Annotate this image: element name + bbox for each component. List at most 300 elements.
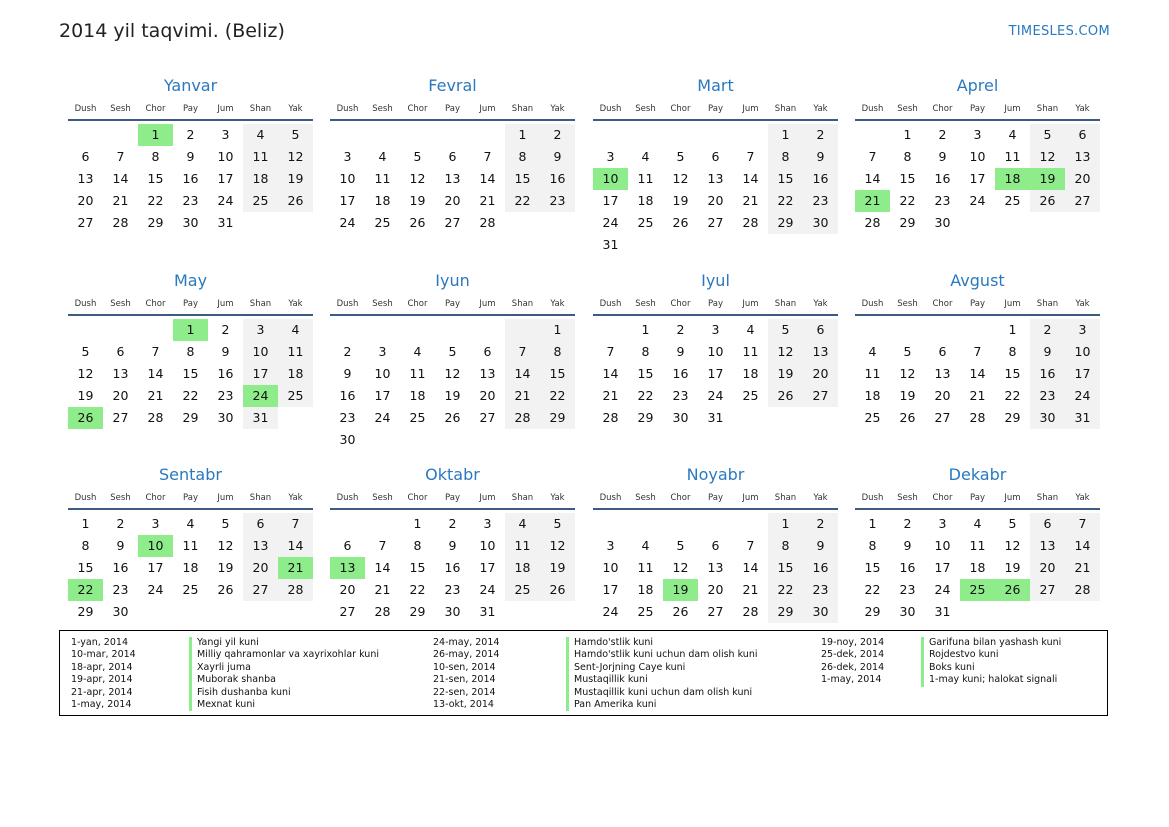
day-cell[interactable]: 22 [1004, 388, 1021, 403]
day-cell[interactable]: 17 [243, 363, 278, 385]
day-cell[interactable]: 5 [768, 319, 803, 341]
holiday-day-cell[interactable]: 22 [68, 579, 103, 601]
day-cell[interactable]: 9 [186, 149, 195, 164]
day-cell[interactable]: 30 [672, 410, 689, 425]
day-cell[interactable]: 12 [540, 535, 575, 557]
day-cell[interactable]: 4 [505, 513, 540, 535]
day-cell[interactable]: 30 [803, 601, 838, 623]
day-cell[interactable]: 19 [409, 193, 426, 208]
day-cell[interactable]: 24 [339, 215, 356, 230]
day-cell[interactable]: 12 [768, 341, 803, 363]
day-cell[interactable]: 23 [182, 193, 199, 208]
day-cell[interactable]: 21 [1065, 557, 1100, 579]
day-cell[interactable]: 28 [505, 407, 540, 429]
day-cell[interactable]: 24 [479, 582, 496, 597]
day-cell[interactable]: 9 [938, 149, 947, 164]
day-cell[interactable]: 23 [112, 582, 129, 597]
day-cell[interactable]: 10 [374, 366, 391, 381]
day-cell[interactable]: 3 [711, 322, 720, 337]
day-cell[interactable]: 20 [707, 582, 724, 597]
day-cell[interactable]: 4 [746, 322, 755, 337]
day-cell[interactable]: 15 [77, 560, 94, 575]
day-cell[interactable]: 2 [803, 513, 838, 535]
day-cell[interactable]: 11 [969, 538, 986, 553]
day-cell[interactable]: 2 [1030, 319, 1065, 341]
day-cell[interactable]: 10 [1065, 341, 1100, 363]
day-cell[interactable]: 20 [444, 193, 461, 208]
day-cell[interactable]: 9 [903, 538, 912, 553]
day-cell[interactable]: 11 [742, 344, 759, 359]
day-cell[interactable]: 21 [602, 388, 619, 403]
day-cell[interactable]: 21 [374, 582, 391, 597]
day-cell[interactable]: 7 [606, 344, 615, 359]
day-cell[interactable]: 25 [637, 604, 654, 619]
day-cell[interactable]: 21 [742, 582, 759, 597]
day-cell[interactable]: 3 [151, 516, 160, 531]
day-cell[interactable]: 14 [278, 535, 313, 557]
day-cell[interactable]: 24 [147, 582, 164, 597]
day-cell[interactable]: 11 [243, 146, 278, 168]
day-cell[interactable]: 9 [540, 146, 575, 168]
day-cell[interactable]: 30 [1030, 407, 1065, 429]
day-cell[interactable]: 2 [343, 344, 352, 359]
day-cell[interactable]: 21 [505, 385, 540, 407]
day-cell[interactable]: 16 [803, 168, 838, 190]
day-cell[interactable]: 31 [1065, 407, 1100, 429]
day-cell[interactable]: 17 [339, 193, 356, 208]
day-cell[interactable]: 31 [707, 410, 724, 425]
day-cell[interactable]: 16 [672, 366, 689, 381]
day-cell[interactable]: 27 [77, 215, 94, 230]
day-cell[interactable]: 15 [637, 366, 654, 381]
holiday-day-cell[interactable]: 24 [243, 385, 278, 407]
day-cell[interactable]: 13 [1030, 535, 1065, 557]
day-cell[interactable]: 4 [868, 344, 877, 359]
day-cell[interactable]: 18 [637, 193, 654, 208]
day-cell[interactable]: 5 [1030, 124, 1065, 146]
day-cell[interactable]: 26 [217, 582, 234, 597]
day-cell[interactable]: 28 [278, 579, 313, 601]
day-cell[interactable]: 2 [186, 127, 195, 142]
day-cell[interactable]: 19 [278, 168, 313, 190]
day-cell[interactable]: 20 [243, 557, 278, 579]
day-cell[interactable]: 15 [768, 557, 803, 579]
day-cell[interactable]: 13 [243, 535, 278, 557]
day-cell[interactable]: 4 [186, 516, 195, 531]
day-cell[interactable]: 26 [540, 579, 575, 601]
day-cell[interactable]: 24 [374, 410, 391, 425]
day-cell[interactable]: 17 [934, 560, 951, 575]
holiday-day-cell[interactable]: 10 [593, 168, 628, 190]
day-cell[interactable]: 8 [151, 149, 160, 164]
day-cell[interactable]: 11 [864, 366, 881, 381]
day-cell[interactable]: 29 [899, 215, 916, 230]
day-cell[interactable]: 11 [637, 560, 654, 575]
day-cell[interactable]: 5 [540, 513, 575, 535]
day-cell[interactable]: 15 [864, 560, 881, 575]
day-cell[interactable]: 7 [746, 538, 755, 553]
day-cell[interactable]: 20 [77, 193, 94, 208]
day-cell[interactable]: 25 [864, 410, 881, 425]
day-cell[interactable]: 22 [864, 582, 881, 597]
day-cell[interactable]: 20 [339, 582, 356, 597]
day-cell[interactable]: 24 [707, 388, 724, 403]
day-cell[interactable]: 6 [243, 513, 278, 535]
day-cell[interactable]: 20 [1065, 168, 1100, 190]
day-cell[interactable]: 16 [934, 171, 951, 186]
day-cell[interactable]: 27 [243, 579, 278, 601]
day-cell[interactable]: 26 [672, 604, 689, 619]
day-cell[interactable]: 17 [602, 582, 619, 597]
day-cell[interactable]: 22 [505, 190, 540, 212]
day-cell[interactable]: 18 [243, 168, 278, 190]
day-cell[interactable]: 16 [444, 560, 461, 575]
day-cell[interactable]: 5 [1008, 516, 1017, 531]
day-cell[interactable]: 20 [112, 388, 129, 403]
day-cell[interactable]: 12 [278, 146, 313, 168]
day-cell[interactable]: 28 [374, 604, 391, 619]
day-cell[interactable]: 28 [742, 604, 759, 619]
day-cell[interactable]: 31 [217, 215, 234, 230]
day-cell[interactable]: 3 [973, 127, 982, 142]
day-cell[interactable]: 19 [540, 557, 575, 579]
day-cell[interactable]: 8 [186, 344, 195, 359]
day-cell[interactable]: 3 [606, 149, 615, 164]
day-cell[interactable]: 2 [116, 516, 125, 531]
day-cell[interactable]: 30 [899, 604, 916, 619]
day-cell[interactable]: 30 [112, 604, 129, 619]
day-cell[interactable]: 7 [483, 149, 492, 164]
holiday-day-cell[interactable]: 25 [960, 579, 995, 601]
day-cell[interactable]: 25 [505, 579, 540, 601]
day-cell[interactable]: 7 [378, 538, 387, 553]
day-cell[interactable]: 14 [969, 366, 986, 381]
day-cell[interactable]: 22 [409, 582, 426, 597]
day-cell[interactable]: 22 [182, 388, 199, 403]
day-cell[interactable]: 6 [711, 149, 720, 164]
day-cell[interactable]: 25 [742, 388, 759, 403]
day-cell[interactable]: 3 [483, 516, 492, 531]
day-cell[interactable]: 24 [602, 604, 619, 619]
day-cell[interactable]: 26 [1030, 190, 1065, 212]
day-cell[interactable]: 8 [81, 538, 90, 553]
day-cell[interactable]: 4 [243, 124, 278, 146]
day-cell[interactable]: 26 [444, 410, 461, 425]
day-cell[interactable]: 8 [540, 341, 575, 363]
holiday-day-cell[interactable]: 26 [995, 579, 1030, 601]
day-cell[interactable]: 6 [1030, 513, 1065, 535]
day-cell[interactable]: 2 [903, 516, 912, 531]
day-cell[interactable]: 13 [934, 366, 951, 381]
day-cell[interactable]: 1 [1008, 322, 1017, 337]
day-cell[interactable]: 16 [339, 388, 356, 403]
day-cell[interactable]: 20 [803, 363, 838, 385]
day-cell[interactable]: 13 [707, 560, 724, 575]
day-cell[interactable]: 18 [409, 388, 426, 403]
day-cell[interactable]: 11 [505, 535, 540, 557]
day-cell[interactable]: 11 [374, 171, 391, 186]
day-cell[interactable]: 22 [147, 193, 164, 208]
day-cell[interactable]: 3 [378, 344, 387, 359]
day-cell[interactable]: 7 [868, 149, 877, 164]
day-cell[interactable]: 15 [147, 171, 164, 186]
day-cell[interactable]: 10 [969, 149, 986, 164]
day-cell[interactable]: 9 [221, 344, 230, 359]
day-cell[interactable]: 10 [602, 560, 619, 575]
day-cell[interactable]: 12 [672, 560, 689, 575]
day-cell[interactable]: 23 [803, 190, 838, 212]
day-cell[interactable]: 23 [339, 410, 356, 425]
day-cell[interactable]: 10 [479, 538, 496, 553]
day-cell[interactable]: 28 [1065, 579, 1100, 601]
day-cell[interactable]: 14 [112, 171, 129, 186]
day-cell[interactable]: 14 [742, 560, 759, 575]
day-cell[interactable]: 18 [637, 582, 654, 597]
day-cell[interactable]: 6 [343, 538, 352, 553]
day-cell[interactable]: 20 [1030, 557, 1065, 579]
day-cell[interactable]: 2 [540, 124, 575, 146]
day-cell[interactable]: 15 [505, 168, 540, 190]
day-cell[interactable]: 5 [221, 516, 230, 531]
holiday-day-cell[interactable]: 21 [855, 190, 890, 212]
day-cell[interactable]: 12 [77, 366, 94, 381]
day-cell[interactable]: 7 [746, 149, 755, 164]
day-cell[interactable]: 5 [676, 538, 685, 553]
day-cell[interactable]: 28 [147, 410, 164, 425]
day-cell[interactable]: 13 [803, 341, 838, 363]
day-cell[interactable]: 4 [641, 538, 650, 553]
day-cell[interactable]: 1 [540, 319, 575, 341]
day-cell[interactable]: 4 [278, 319, 313, 341]
day-cell[interactable]: 23 [444, 582, 461, 597]
day-cell[interactable]: 22 [768, 579, 803, 601]
holiday-day-cell[interactable]: 13 [330, 557, 365, 579]
day-cell[interactable]: 14 [864, 171, 881, 186]
day-cell[interactable]: 14 [742, 171, 759, 186]
day-cell[interactable]: 29 [637, 410, 654, 425]
day-cell[interactable]: 11 [409, 366, 426, 381]
day-cell[interactable]: 27 [707, 215, 724, 230]
day-cell[interactable]: 8 [768, 146, 803, 168]
day-cell[interactable]: 19 [672, 193, 689, 208]
day-cell[interactable]: 23 [899, 582, 916, 597]
day-cell[interactable]: 25 [278, 385, 313, 407]
day-cell[interactable]: 23 [217, 388, 234, 403]
day-cell[interactable]: 15 [1004, 366, 1021, 381]
day-cell[interactable]: 10 [339, 171, 356, 186]
day-cell[interactable]: 13 [1065, 146, 1100, 168]
day-cell[interactable]: 13 [444, 171, 461, 186]
day-cell[interactable]: 30 [217, 410, 234, 425]
day-cell[interactable]: 4 [1008, 127, 1017, 142]
day-cell[interactable]: 18 [864, 388, 881, 403]
day-cell[interactable]: 4 [378, 149, 387, 164]
day-cell[interactable]: 1 [903, 127, 912, 142]
day-cell[interactable]: 1 [641, 322, 650, 337]
day-cell[interactable]: 23 [934, 193, 951, 208]
day-cell[interactable]: 5 [278, 124, 313, 146]
holiday-day-cell[interactable]: 21 [278, 557, 313, 579]
day-cell[interactable]: 13 [112, 366, 129, 381]
day-cell[interactable]: 28 [112, 215, 129, 230]
day-cell[interactable]: 5 [81, 344, 90, 359]
day-cell[interactable]: 26 [672, 215, 689, 230]
day-cell[interactable]: 17 [707, 366, 724, 381]
holiday-day-cell[interactable]: 19 [663, 579, 698, 601]
day-cell[interactable]: 7 [116, 149, 125, 164]
day-cell[interactable]: 5 [676, 149, 685, 164]
day-cell[interactable]: 27 [112, 410, 129, 425]
day-cell[interactable]: 17 [1065, 363, 1100, 385]
day-cell[interactable]: 23 [540, 190, 575, 212]
day-cell[interactable]: 10 [217, 149, 234, 164]
day-cell[interactable]: 27 [479, 410, 496, 425]
day-cell[interactable]: 30 [803, 212, 838, 234]
day-cell[interactable]: 15 [768, 168, 803, 190]
day-cell[interactable]: 28 [864, 215, 881, 230]
day-cell[interactable]: 14 [602, 366, 619, 381]
day-cell[interactable]: 10 [243, 341, 278, 363]
day-cell[interactable]: 8 [413, 538, 422, 553]
day-cell[interactable]: 17 [969, 171, 986, 186]
day-cell[interactable]: 12 [444, 366, 461, 381]
day-cell[interactable]: 15 [182, 366, 199, 381]
day-cell[interactable]: 4 [413, 344, 422, 359]
day-cell[interactable]: 29 [77, 604, 94, 619]
day-cell[interactable]: 27 [1065, 190, 1100, 212]
day-cell[interactable]: 26 [409, 215, 426, 230]
day-cell[interactable]: 13 [77, 171, 94, 186]
day-cell[interactable]: 7 [151, 344, 160, 359]
day-cell[interactable]: 1 [505, 124, 540, 146]
day-cell[interactable]: 19 [217, 560, 234, 575]
day-cell[interactable]: 3 [243, 319, 278, 341]
day-cell[interactable]: 29 [768, 212, 803, 234]
day-cell[interactable]: 4 [641, 149, 650, 164]
day-cell[interactable]: 15 [540, 363, 575, 385]
day-cell[interactable]: 8 [505, 146, 540, 168]
day-cell[interactable]: 17 [602, 193, 619, 208]
day-cell[interactable]: 25 [637, 215, 654, 230]
day-cell[interactable]: 5 [413, 149, 422, 164]
day-cell[interactable]: 15 [409, 560, 426, 575]
day-cell[interactable]: 8 [1008, 344, 1017, 359]
day-cell[interactable]: 9 [803, 146, 838, 168]
day-cell[interactable]: 12 [409, 171, 426, 186]
day-cell[interactable]: 18 [182, 560, 199, 575]
day-cell[interactable]: 1 [768, 124, 803, 146]
day-cell[interactable]: 27 [339, 604, 356, 619]
day-cell[interactable]: 1 [413, 516, 422, 531]
day-cell[interactable]: 1 [768, 513, 803, 535]
day-cell[interactable]: 8 [768, 535, 803, 557]
day-cell[interactable]: 5 [903, 344, 912, 359]
day-cell[interactable]: 17 [217, 171, 234, 186]
day-cell[interactable]: 26 [899, 410, 916, 425]
day-cell[interactable]: 9 [343, 366, 352, 381]
day-cell[interactable]: 29 [768, 601, 803, 623]
day-cell[interactable]: 28 [969, 410, 986, 425]
day-cell[interactable]: 1 [868, 516, 877, 531]
day-cell[interactable]: 25 [182, 582, 199, 597]
day-cell[interactable]: 5 [448, 344, 457, 359]
day-cell[interactable]: 30 [339, 432, 356, 447]
day-cell[interactable]: 24 [602, 215, 619, 230]
day-cell[interactable]: 25 [374, 215, 391, 230]
day-cell[interactable]: 16 [182, 171, 199, 186]
day-cell[interactable]: 12 [672, 171, 689, 186]
day-cell[interactable]: 3 [606, 538, 615, 553]
day-cell[interactable]: 1 [81, 516, 90, 531]
day-cell[interactable]: 29 [540, 407, 575, 429]
day-cell[interactable]: 16 [217, 366, 234, 381]
day-cell[interactable]: 18 [742, 366, 759, 381]
day-cell[interactable]: 14 [374, 560, 391, 575]
day-cell[interactable]: 14 [505, 363, 540, 385]
day-cell[interactable]: 28 [742, 215, 759, 230]
day-cell[interactable]: 18 [374, 193, 391, 208]
day-cell[interactable]: 19 [1004, 560, 1021, 575]
day-cell[interactable]: 9 [676, 344, 685, 359]
day-cell[interactable]: 3 [938, 516, 947, 531]
day-cell[interactable]: 24 [1065, 385, 1100, 407]
day-cell[interactable]: 27 [1030, 579, 1065, 601]
day-cell[interactable]: 27 [707, 604, 724, 619]
day-cell[interactable]: 3 [221, 127, 230, 142]
day-cell[interactable]: 20 [479, 388, 496, 403]
day-cell[interactable]: 27 [803, 385, 838, 407]
day-cell[interactable]: 20 [934, 388, 951, 403]
day-cell[interactable]: 17 [374, 388, 391, 403]
day-cell[interactable]: 21 [969, 388, 986, 403]
day-cell[interactable]: 22 [540, 385, 575, 407]
day-cell[interactable]: 8 [903, 149, 912, 164]
day-cell[interactable]: 23 [672, 388, 689, 403]
day-cell[interactable]: 16 [803, 557, 838, 579]
day-cell[interactable]: 14 [1065, 535, 1100, 557]
day-cell[interactable]: 11 [182, 538, 199, 553]
day-cell[interactable]: 13 [479, 366, 496, 381]
day-cell[interactable]: 7 [973, 344, 982, 359]
day-cell[interactable]: 14 [479, 171, 496, 186]
day-cell[interactable]: 19 [768, 363, 803, 385]
holiday-day-cell[interactable]: 1 [173, 319, 208, 341]
day-cell[interactable]: 29 [864, 604, 881, 619]
day-cell[interactable]: 6 [448, 149, 457, 164]
day-cell[interactable]: 24 [969, 193, 986, 208]
day-cell[interactable]: 19 [77, 388, 94, 403]
day-cell[interactable]: 23 [803, 579, 838, 601]
day-cell[interactable]: 31 [479, 604, 496, 619]
day-cell[interactable]: 2 [221, 322, 230, 337]
day-cell[interactable]: 19 [899, 388, 916, 403]
day-cell[interactable]: 6 [483, 344, 492, 359]
day-cell[interactable]: 26 [768, 385, 803, 407]
day-cell[interactable]: 19 [444, 388, 461, 403]
day-cell[interactable]: 6 [81, 149, 90, 164]
day-cell[interactable]: 23 [1030, 385, 1065, 407]
day-cell[interactable]: 31 [934, 604, 951, 619]
day-cell[interactable]: 31 [602, 237, 619, 252]
day-cell[interactable]: 16 [112, 560, 129, 575]
day-cell[interactable]: 24 [217, 193, 234, 208]
day-cell[interactable]: 30 [934, 215, 951, 230]
day-cell[interactable]: 21 [479, 193, 496, 208]
holiday-day-cell[interactable]: 18 [995, 168, 1030, 190]
day-cell[interactable]: 21 [742, 193, 759, 208]
day-cell[interactable]: 21 [112, 193, 129, 208]
day-cell[interactable]: 12 [899, 366, 916, 381]
